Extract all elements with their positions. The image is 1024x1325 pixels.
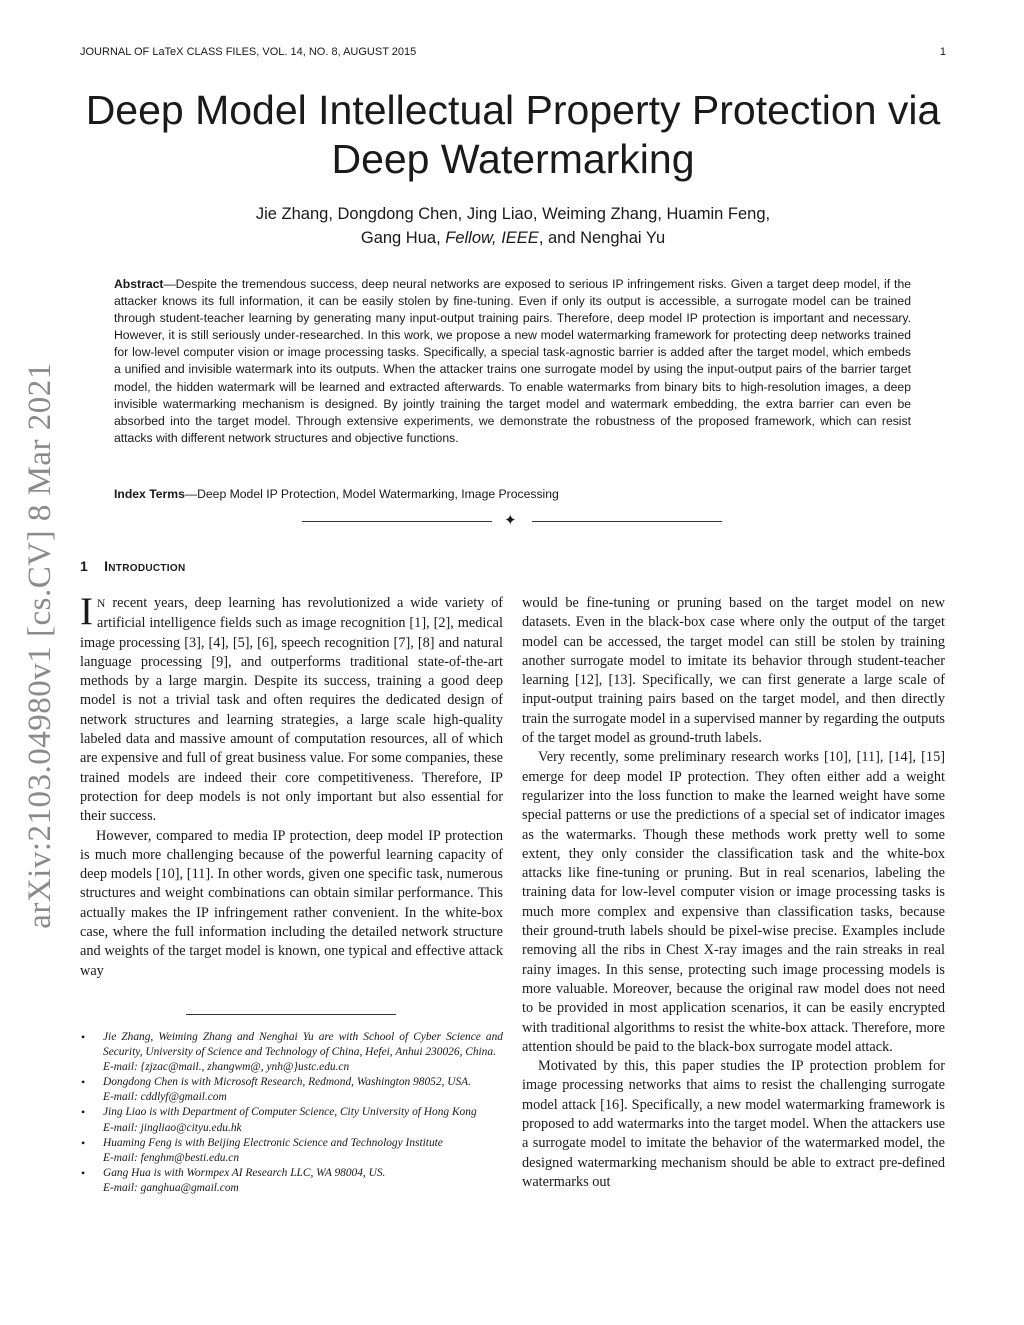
title-line-1: Deep Model Intellectual Property Protection via xyxy=(85,87,941,133)
divider-line-right xyxy=(532,521,722,522)
intro-paragraph-2: However, compared to media IP protection, deep model IP protection is much more challenging because of the powerful learning capacity of deep models [10], [11]. In other words, given one specific task, numerous structures and weight combinations can obtain similar performance. This actually makes the IP infringement rather convenient. In the white-box case, where the full information including the detailed network structure and weights of the target model is known, one typical and effective attack way xyxy=(80,827,503,979)
drop-cap: I xyxy=(80,590,93,633)
divider-star-icon: ✦ xyxy=(504,513,517,529)
index-terms-label: Index Terms xyxy=(114,487,185,501)
section-divider xyxy=(302,513,722,529)
title-line-2: Deep Watermarking xyxy=(331,136,695,182)
authors-line-2-post: , and Nenghai Yu xyxy=(538,229,666,247)
section-title: Introduction xyxy=(104,558,186,574)
footnote-item xyxy=(80,1105,503,1135)
footnote-email: E-mail: cddlyf@gmail.com xyxy=(103,1091,227,1104)
left-column xyxy=(80,590,503,981)
drop-cap-continuation: N xyxy=(97,598,106,610)
footnote-email: E-mail: {zjzac@mail., zhangwm@, ynh@}ustc.edu.cn xyxy=(103,1061,350,1074)
index-terms xyxy=(114,486,911,503)
arxiv-identifier-stamp xyxy=(0,350,80,940)
author-list xyxy=(80,202,946,250)
footnote-affiliation: Gang Hua is with Wormpex AI Research LLC, WA 98004, US. xyxy=(103,1166,386,1179)
footnote-rule xyxy=(186,1014,396,1015)
intro-paragraph-1-text: recent years, deep learning has revolutionized a wide variety of artificial intelligence fields such as image recognition [1], [2], medical image processing [3], [4], [5], [6], speech recognition [7], [8] and natural language processing [9], and outperforms traditional state-of-the-art methods by a large margin. Despite its success, training a good deep model is not a trivial task and often requires the dedicated design of network structures and learning strategies, a large scale high-quality labeled data and massive amount of computation resources, all of which are expensive and full of great business value. For some companies, these trained models are indeed their core competitiveness. Therefore, IP protection for deep models is not only important but also essential for their success. xyxy=(80,595,503,825)
footnote-affiliation: Huaming Feng is with Beijing Electronic Science and Technology Institute xyxy=(103,1136,443,1149)
footnote-email: E-mail: ganghua@gmail.com xyxy=(103,1181,239,1194)
intro-paragraph-5: Motivated by this, this paper studies the IP protection problem for image processing networks that aims to resist the challenging surrogate model attack [16]. Specifically, a new model watermarking framework is proposed to add watermarks into the target model. When the attackers use a surrogate model to imitate the behavior of the watermarked model, the designed watermarking mechanism should be able to extract pre-defined watermarks out xyxy=(522,1058,945,1190)
abstract-text: —Despite the tremendous success, deep neural networks are exposed to serious IP infringement risks. Given a target deep model, if the attacker knows its full information, it can be easily stolen by fine-tuning. Even if only its output is accessible, a surrogate model can be trained through student-teacher learning by generating many input-output training pairs. Therefore, deep model IP protection is important and necessary. However, it is still seriously under-researched. In this work, we propose a new model watermarking framework for protecting deep networks trained for low-level computer vision or image processing tasks. Specifically, a special task-agnostic barrier is added after the target model, which embeds a unified and invisible watermark into its outputs. When the attacker trains one surrogate model by using the input-output pairs of the barrier target model, the hidden watermark will be learned and extracted afterwards. To enable watermarks from binary bits to high-resolution images, a deep invisible watermarking mechanism is designed. By jointly training the target model and watermark embedding, the extra barrier can even be absorbed into the target model. Through extensive experiments, we demonstrate the robustness of the proposed framework, which can resist attacks with different network structures and objective functions. xyxy=(114,277,911,445)
authors-line-2-pre: Gang Hua, xyxy=(360,229,441,247)
divider-line-left xyxy=(302,521,492,522)
author-fellow-title: Fellow, IEEE xyxy=(445,229,539,247)
footnote-item xyxy=(80,1136,503,1166)
section-number: 1 xyxy=(80,558,89,574)
footnote-email: E-mail: jingliao@cityu.edu.hk xyxy=(103,1121,242,1134)
intro-paragraph-4: Very recently, some preliminary research works [10], [11], [14], [15] emerge for deep model IP protection. They often either add a weight regularizer into the loss function to make the learned weight have some special patterns or use the predictions of a special set of indicator images as the watermarks. Though these methods work pretty well to some extent, they only consider the classification task and the white-box attacks like fine-tuning or pruning. But in real scenarios, labeling the training data for low-level computer vision or image processing tasks is much more complex and expensive than classification tasks, because their ground-truth labels should be pixel-wise precise. Examples include removing all the ribs in Chest X-ray images and the rain streaks in real rainy images. In this sense, protecting such image processing models is more valuable. Moreover, because the original raw model does not need to be provided in most application scenarios, it can be easily encrypted with traditional algorithms to resist the white-box attack. Therefore, more attention should be paid to the black-box surrogate model attack. xyxy=(522,749,945,1055)
paper-title xyxy=(80,86,946,184)
footnote-item xyxy=(80,1166,503,1196)
footnote-email: E-mail: fenghm@besti.edu.cn xyxy=(103,1151,240,1164)
authors-line-1: Jie Zhang, Dongdong Chen, Jing Liao, Weiming Zhang, Huamin Feng, xyxy=(255,205,771,223)
footnote-item xyxy=(80,1030,503,1075)
section-heading xyxy=(80,558,520,578)
page-number: 1 xyxy=(939,46,946,58)
footnote-item xyxy=(80,1075,503,1105)
journal-running-title: JOURNAL OF LaTeX CLASS FILES, VOL. 14, NO. 8, AUGUST 2015 xyxy=(80,46,417,58)
running-header xyxy=(80,46,946,62)
intro-paragraph-1 xyxy=(80,590,503,827)
index-terms-text: —Deep Model IP Protection, Model Watermarking, Image Processing xyxy=(184,487,559,501)
abstract-label: Abstract xyxy=(114,277,164,291)
author-affiliation-footnotes xyxy=(80,1030,503,1196)
footnote-affiliation: Jie Zhang, Weiming Zhang and Nenghai Yu are with School of Cyber Science and Security, University of Science and Technology of China, Hefei, Anhui 230026, China. xyxy=(103,1031,503,1059)
right-column xyxy=(522,594,945,1192)
footnote-affiliation: Dongdong Chen is with Microsoft Research, Redmond, Washington 98052, USA. xyxy=(103,1076,471,1089)
intro-paragraph-3: would be fine-tuning or pruning based on the target model on new datasets. Even in the black-box case where only the output of the target model can be accessed, the target model can still be stolen by training another surrogate model to imitate its behavior through student-teacher learning [12], [13]. Specifically, we can first generate a large scale of input-output training pairs based on the target model, and then directly train the surrogate model in a supervised manner by regarding the outputs of the target model as ground-truth labels. xyxy=(522,595,945,747)
arxiv-stamp-text: arXiv:2103.04980v1 [cs.CV] 8 Mar 2021 xyxy=(21,361,58,929)
footnote-affiliation: Jing Liao is with Department of Computer Science, City University of Hong Kong xyxy=(103,1106,477,1119)
abstract xyxy=(114,276,911,447)
